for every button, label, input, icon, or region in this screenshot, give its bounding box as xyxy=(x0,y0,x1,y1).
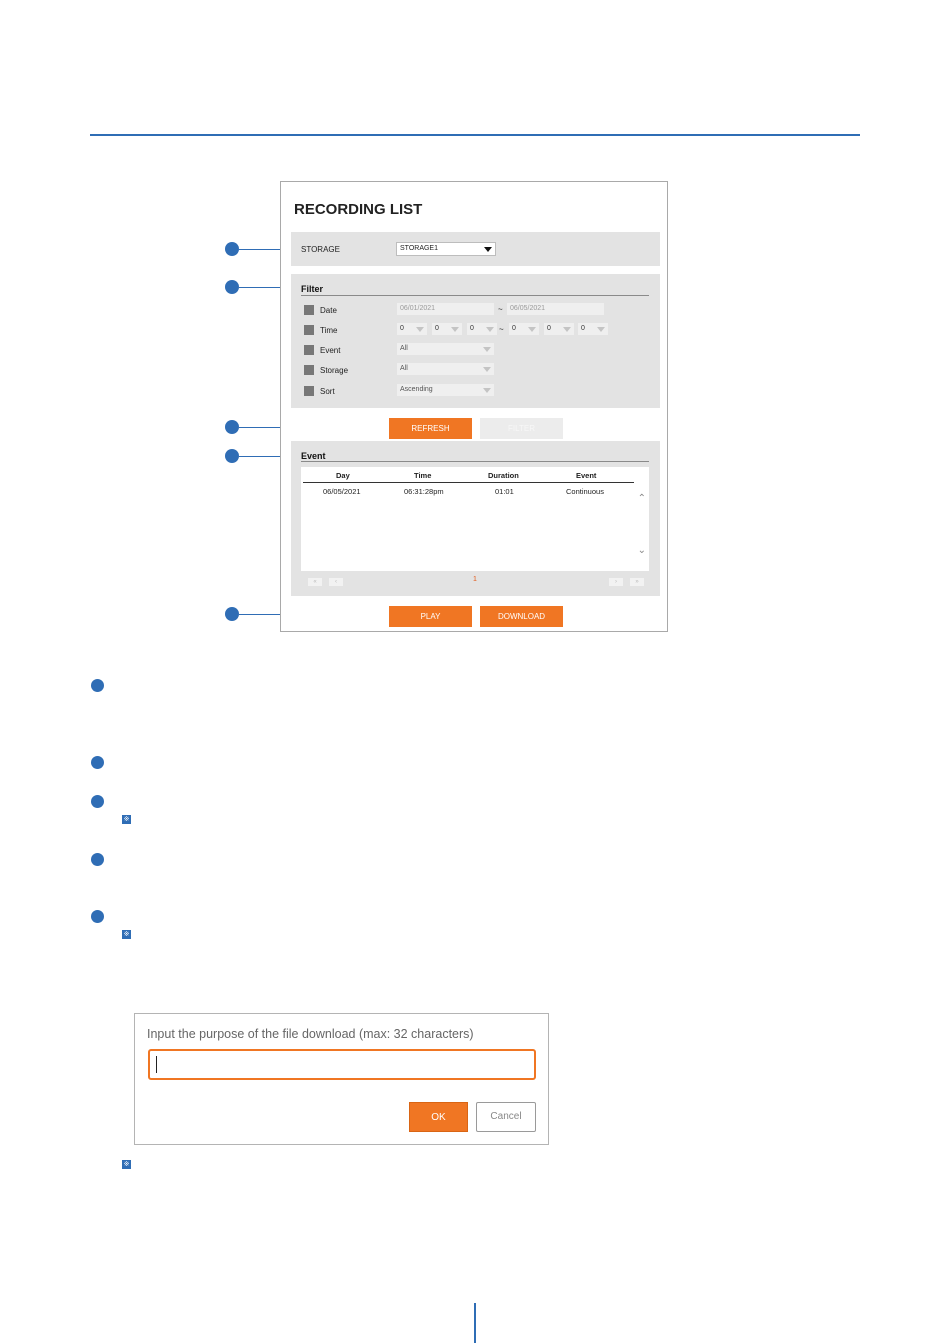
filter-button[interactable]: FILTER xyxy=(480,418,563,439)
bullet-5 xyxy=(91,910,104,923)
time-start-minute[interactable]: 0 xyxy=(431,322,463,336)
dropdown-caret-icon xyxy=(486,327,494,332)
row-event: Continuous xyxy=(566,487,604,496)
filter-divider xyxy=(301,295,649,296)
refresh-button[interactable]: REFRESH xyxy=(389,418,472,439)
row-duration: 01:01 xyxy=(495,487,514,496)
dropdown-caret-icon xyxy=(483,347,491,352)
row-day: 06/05/2021 xyxy=(323,487,361,496)
note-icon: ※ xyxy=(123,931,130,938)
event-divider xyxy=(301,461,649,462)
bullet-4 xyxy=(91,853,104,866)
date-separator: ~ xyxy=(498,305,503,314)
event-list-title: Event xyxy=(301,451,326,461)
dropdown-caret-icon xyxy=(483,388,491,393)
scroll-down-icon[interactable]: ⌄ xyxy=(637,545,646,556)
bullet-1 xyxy=(91,679,104,692)
page-number[interactable]: 1 xyxy=(473,576,477,583)
time-end-hour[interactable]: 0 xyxy=(508,322,540,336)
note-icon: ※ xyxy=(123,816,130,823)
col-event: Event xyxy=(576,471,597,480)
dropdown-caret-icon xyxy=(597,327,605,332)
download-button[interactable]: DOWNLOAD xyxy=(480,606,563,627)
event-select[interactable]: All xyxy=(396,342,495,356)
ok-button[interactable]: OK xyxy=(409,1102,468,1132)
text-cursor xyxy=(156,1056,157,1073)
time-label: Time xyxy=(320,326,338,335)
dropdown-caret-icon xyxy=(483,367,491,372)
play-button[interactable]: PLAY xyxy=(389,606,472,627)
dropdown-caret-icon xyxy=(563,327,571,332)
purpose-input[interactable] xyxy=(148,1049,536,1080)
table-header-rule xyxy=(303,482,634,483)
last-page-button[interactable]: » xyxy=(630,578,644,586)
storage-label: STORAGE xyxy=(301,245,340,254)
event-section xyxy=(291,441,660,596)
storage-section xyxy=(291,232,660,266)
time-start-hour[interactable]: 0 xyxy=(396,322,428,336)
storage-filter-select[interactable]: All xyxy=(396,362,495,376)
bullet-3 xyxy=(91,795,104,808)
dropdown-caret-icon xyxy=(416,327,424,332)
cancel-button[interactable]: Cancel xyxy=(476,1102,536,1132)
time-end-second[interactable]: 0 xyxy=(577,322,609,336)
note-icon: ※ xyxy=(123,1161,130,1168)
dropdown-caret-icon xyxy=(484,247,492,252)
bullet-2 xyxy=(91,756,104,769)
time-start-second[interactable]: 0 xyxy=(466,322,498,336)
section-divider xyxy=(90,134,860,136)
panel-title: RECORDING LIST xyxy=(294,201,423,218)
first-page-button[interactable]: « xyxy=(308,578,322,586)
recording-list-panel xyxy=(280,181,668,632)
storage-select[interactable] xyxy=(396,242,496,256)
storage-select-value: STORAGE1 xyxy=(400,245,438,252)
next-page-button[interactable]: › xyxy=(609,578,623,586)
date-start-field[interactable]: 06/01/2021 xyxy=(396,302,495,316)
callout-1 xyxy=(225,242,239,256)
page-marker xyxy=(474,1303,476,1343)
callout-5 xyxy=(225,607,239,621)
dropdown-caret-icon xyxy=(451,327,459,332)
col-time: Time xyxy=(414,471,432,480)
callout-3 xyxy=(225,420,239,434)
event-label: Event xyxy=(320,346,341,355)
filter-title: Filter xyxy=(301,284,324,294)
scroll-up-icon[interactable]: ⌃ xyxy=(637,493,646,504)
dropdown-caret-icon xyxy=(528,327,536,332)
event-checkbox[interactable] xyxy=(304,345,314,355)
col-day: Day xyxy=(336,471,350,480)
time-separator: ~ xyxy=(499,325,504,334)
storage-filter-label: Storage xyxy=(320,366,349,375)
sort-checkbox[interactable] xyxy=(304,386,314,396)
date-checkbox[interactable] xyxy=(304,305,314,315)
date-end-field[interactable]: 06/05/2021 xyxy=(506,302,605,316)
event-table xyxy=(301,467,649,571)
time-end-minute[interactable]: 0 xyxy=(543,322,575,336)
filter-section xyxy=(291,274,660,408)
storage-filter-checkbox[interactable] xyxy=(304,365,314,375)
date-label: Date xyxy=(320,306,337,315)
sort-select[interactable]: Ascending xyxy=(396,383,495,397)
time-checkbox[interactable] xyxy=(304,325,314,335)
download-purpose-dialog xyxy=(134,1013,549,1145)
callout-2 xyxy=(225,280,239,294)
callout-4 xyxy=(225,449,239,463)
prev-page-button[interactable]: ‹ xyxy=(329,578,343,586)
col-duration: Duration xyxy=(488,471,519,480)
dialog-prompt: Input the purpose of the file download (max: 32 characters) xyxy=(147,1027,474,1041)
sort-label: Sort xyxy=(320,387,335,396)
row-time: 06:31:28pm xyxy=(404,487,444,496)
